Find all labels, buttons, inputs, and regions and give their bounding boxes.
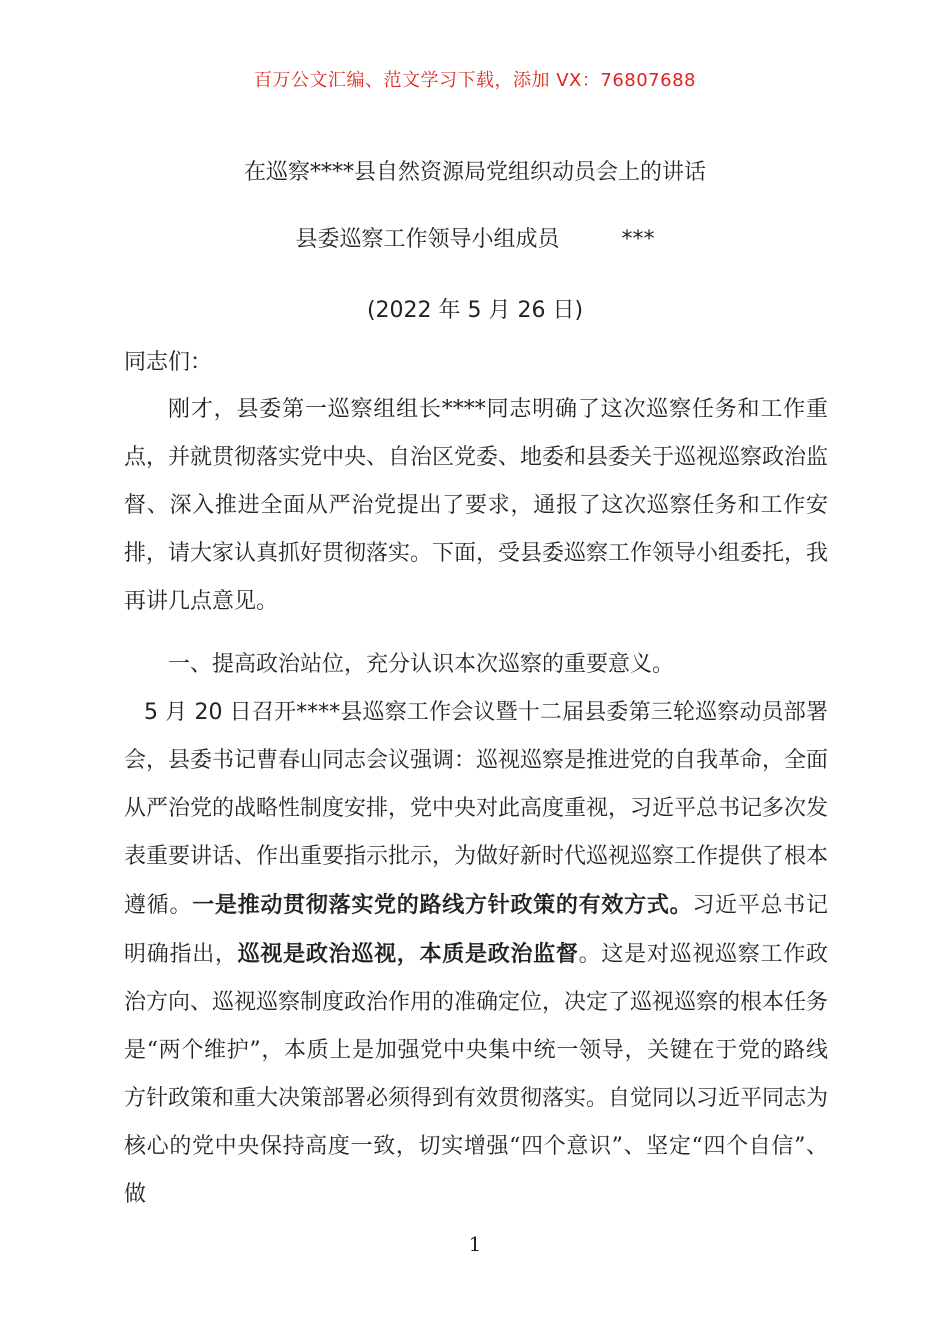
salutation: 同志们： bbox=[124, 350, 213, 375]
section-heading-1: 一、提高政治站位，充分认识本次巡察的重要意义。 bbox=[168, 652, 675, 677]
paragraph-text: 。这是对巡视巡察工作政治方向、巡视巡察制度政治作用的准确定位，决定了巡视巡察的根本任务是“两个维护”，本质上是加强党中央集中统一领导，关键在于党的路线方针政策和重大决策部署必须得到有效贯彻落实。自觉同以习近平同志为核心的党中央保持高度一致，切实增强“四个意识”、坚定“四个自信”、做 bbox=[124, 942, 829, 1207]
paragraph-text: 习近平总书记明确指出， bbox=[124, 893, 828, 967]
speech-date: (2022 年 5 月 26 日) bbox=[366, 298, 584, 323]
download-banner: 百万公文汇编、范文学习下载，添加 VX：76807688 bbox=[254, 70, 696, 91]
bold-point-1: 一是推动贯彻落实党的路线方针政策的有效方式。 bbox=[192, 892, 693, 918]
speaker-name: *** bbox=[621, 227, 655, 252]
speaker-role: 县委巡察工作领导小组成员 bbox=[295, 227, 560, 252]
paragraph-text: 县巡察工作会议暨十二届县委第三轮巡察动员部署会，县委书记曹春山同志会议强调：巡视巡察是推进党的自我革命，全面从严治党的战略性制度安排，党中央对此高度重视，习近平总书记多次发表重要讲话、作出重要指示批示，为做好新时代巡视巡察工作提供了根本遵循。 bbox=[124, 700, 829, 918]
page-number: 1 bbox=[468, 1232, 482, 1256]
paragraph-section-1 bbox=[124, 689, 828, 1219]
paragraph-lead: 5 月 20 日召开**** bbox=[144, 700, 341, 725]
paragraph-intro: 刚才，县委第一巡察组组长****同志明确了这次巡察任务和工作重点，并就贯彻落实党中央、自治区党委、地委和县委关于巡视巡察政治监督、深入推进全面从严治党提出了要求，通报了这次巡察任务和工作安排，请大家认真抓好贯彻落实。下面，受县委巡察工作领导小组委托，我再讲几点意见。 bbox=[124, 397, 829, 614]
bold-point-2: 巡视是政治巡视，本质是政治监督 bbox=[237, 941, 579, 967]
speaker-line bbox=[0, 222, 950, 253]
speech-title: 在巡察****县自然资源局党组织动员会上的讲话 bbox=[243, 160, 706, 185]
